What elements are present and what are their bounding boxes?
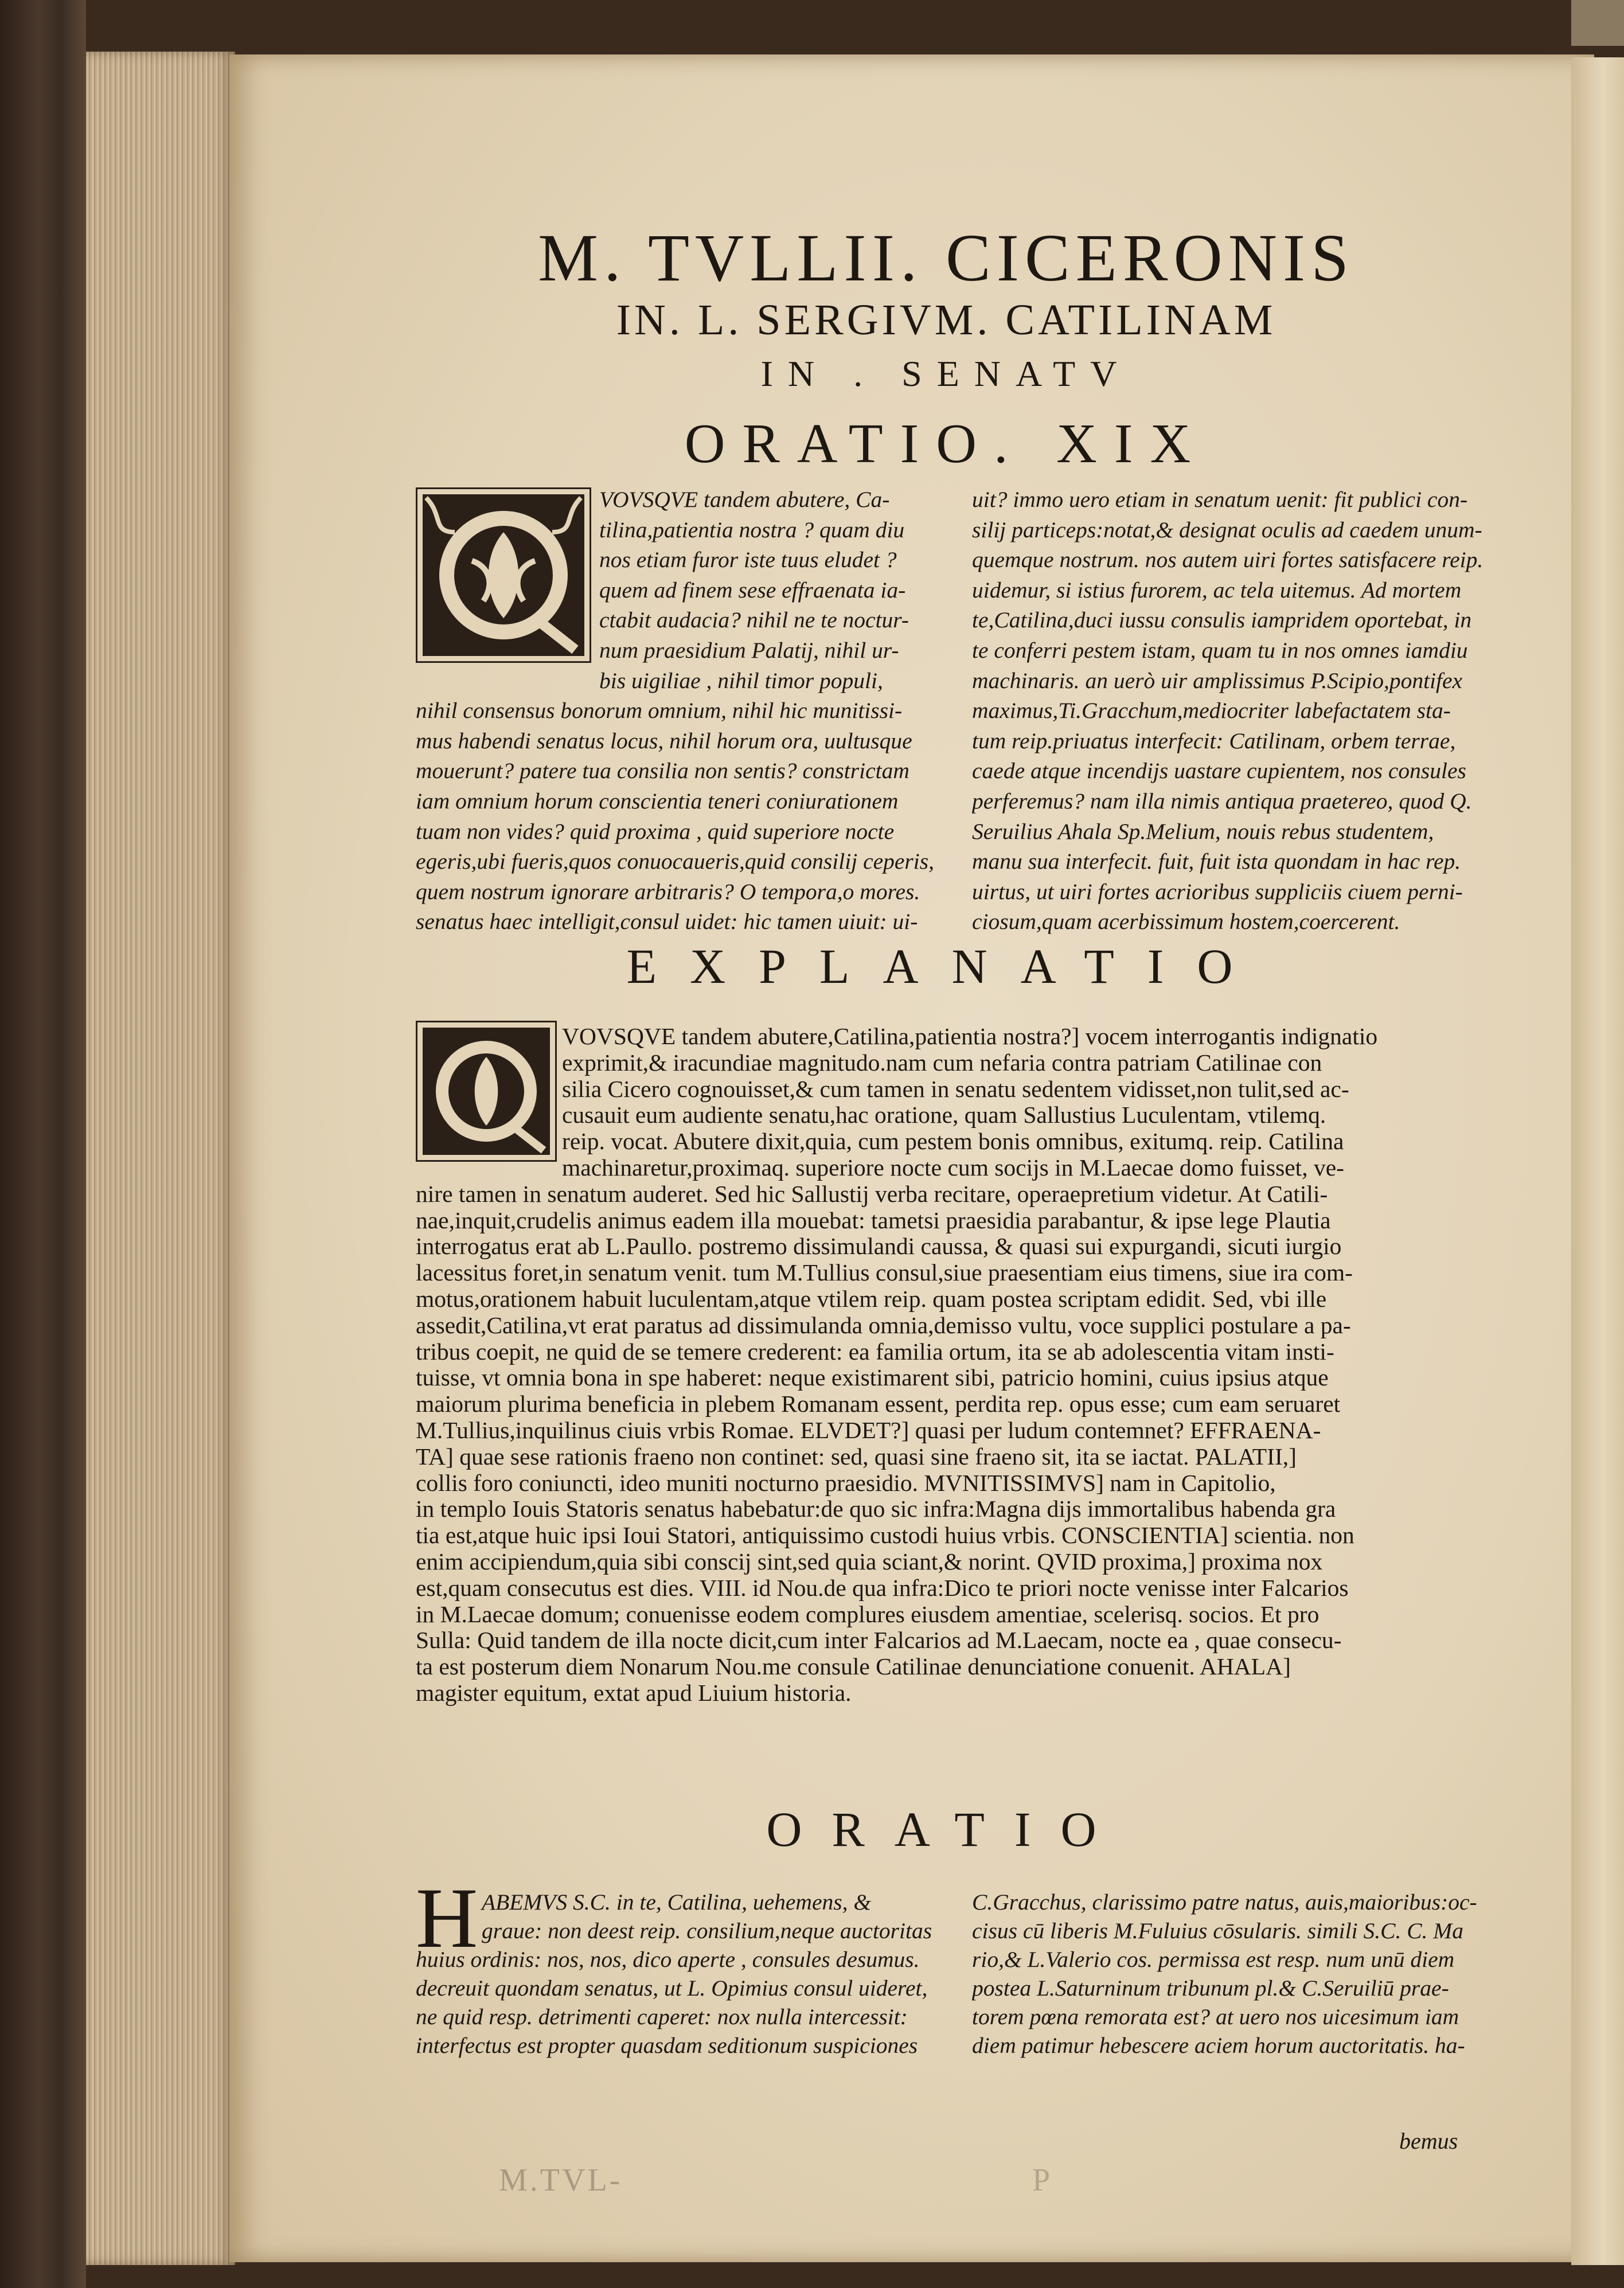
text-line: silia Cicero cognouisset,& cum tamen in senatu sedentem vidisset,non tulit,sed ac- <box>562 1076 1349 1102</box>
text-line: decreuit quondam senatus, ut L. Opimius consul uideret, <box>416 1975 928 2001</box>
explanatio-body <box>416 1024 1517 1707</box>
text-line: rio,& L.Valerio cos. permissa est resp. num unū diem <box>972 1947 1455 1972</box>
text-line: uirtus, ut uiri fortes acrioribus suppliciis ciuem perni- <box>972 879 1463 904</box>
text-line: ctabit audacia? nihil ne te noctur- <box>599 607 909 633</box>
text-line: nae,inquit,crudelis animus eadem illa mouebat: tametsi praesidia parabantur, & ipse lege Plautia <box>416 1207 1331 1233</box>
text-line: ABEMVS S.C. in te, Catilina, uehemens, & <box>482 1889 872 1915</box>
bleed-through-text: M.TVL- <box>499 2162 623 2198</box>
text-line: M.Tullius,inquilinus ciuis vrbis Romae. ELVDET?] quasi per ludum contemnet? EFFRAENA- <box>416 1417 1321 1443</box>
oratio-right-column <box>972 1888 1522 2060</box>
text-line: tilina,patientia nostra ? quam diu <box>599 517 905 542</box>
text-line: num praesidium Palatij, nihil ur- <box>599 637 899 663</box>
text-line: exprimit,& iracundiae magnitudo.nam cum nefaria contra patriam Catilinae con <box>562 1049 1322 1076</box>
text-line: maiorum plurima beneficia in plebem Romanam essent, perdita rep. opus esse; cum eam seruaret <box>416 1391 1341 1418</box>
title-oration-number: ORATIO. XIX <box>684 413 1208 475</box>
text-line: senatus haec intelligit,consul uidet: hic tamen uiuit: ui- <box>416 909 918 935</box>
text-line: perferemus? nam illa nimis antiqua praetereo, quod Q. <box>972 788 1472 814</box>
text-line: manu sua interfecit. fuit, fuit ista quondam in hac rep. <box>972 849 1461 874</box>
oratio-left-column <box>416 1888 955 2060</box>
text-line: te conferri pestem istam, quam tu in nos omnes iamdiu <box>972 637 1468 663</box>
text-line: VOVSQVE tandem abutere, Ca- <box>599 487 890 512</box>
text-line: egeris,ubi fueris,quos conuocaueris,quid consilij ceperis, <box>416 849 935 874</box>
text-line: machinaretur,proximaq. superiore nocte cum socijs in M.Laecae domo fuisset, ve- <box>562 1154 1344 1181</box>
text-line: TA] quae sese rationis fraeno non continet: sed, quasi sine fraeno sit, ita se iactat. PALATII,] <box>416 1443 1297 1470</box>
text-line: collis foro coniuncti, ideo muniti nocturno praesidio. MVNITISSIMVS] nam in Capitolio, <box>416 1470 1276 1496</box>
text-line: cusauit eum audiente senatu,hac oratione, quam Sallustius Luculentam, vtilemq. <box>562 1102 1326 1129</box>
text-line: lacessitus foret,in senatum venit. tum M.Tullius consul,siue praesentiam eius timens, siue ira com- <box>416 1260 1353 1286</box>
text-line: diem patimur hebescere aciem horum auctoritatis. ha- <box>972 2033 1465 2058</box>
catchword: bemus <box>1399 2128 1458 2154</box>
text-line: assedit,Catilina,vt erat paratus ad dissimulanda omnia,demisso vultu, voce supplici postulare a pa- <box>416 1312 1351 1338</box>
text-line: mus habendi senatus locus, nihil horum ora, uultusque <box>416 728 912 753</box>
text-line: postea L.Saturninum tribunum pl.& C.Seruiliū prae- <box>972 1975 1449 2001</box>
text-line: nihil consensus bonorum omnium, nihil hic munitissi- <box>416 698 903 724</box>
text-line: nire tamen in senatum auderet. Sed hic Sallustij verba recitare, operaepretium videtur. At Catili- <box>416 1181 1328 1207</box>
oration-left-column <box>416 485 955 937</box>
text-line: te,Catilina,duci iussu consulis iampridem oportebat, in <box>972 607 1472 633</box>
text-line: tia est,atque huic ipsi Ioui Statori, antiquissimo custodi huius vrbis. CONSCIENTIA] scientia. non <box>416 1522 1354 1549</box>
text-line: motus,orationem habuit luculentam,atque vtilem reip. quam postea scriptam edidit. Sed, vbi ille <box>416 1286 1327 1312</box>
text-line: tuisse, vt omnia bona in spe haberet: neque existimarent sibi, patricio homini, cuius ipsius atque <box>416 1365 1329 1391</box>
explanatio-heading: EXPLANATIO <box>626 939 1266 994</box>
text-line: graue: non deest reip. consilium,neque auctoritas <box>482 1918 932 1943</box>
text-line: machinaris. an uerò uir amplissimus P.Scipio,pontifex <box>972 667 1463 693</box>
text-line: interfectus est propter quasdam seditionum suspiciones <box>416 2033 918 2058</box>
text-line: ciosum,quam acerbissimum hostem,coercerent. <box>972 909 1400 935</box>
title-subject: IN. L. SERGIVM. CATILINAM <box>616 296 1276 344</box>
text-line: ne quid resp. detrimenti caperet: nox nulla intercessit: <box>416 2004 908 2029</box>
text-line: torem pœna remorata est? at uero nos uicesimum iam <box>972 2004 1459 2029</box>
text-line: uidemur, si istius furorem, ac tela uitemus. Ad mortem <box>972 577 1462 603</box>
bleed-through-text: P <box>1032 2162 1053 2198</box>
text-line: reip. vocat. Abutere dixit,quia, cum pestem bonis omnibus, exitumq. reip. Catilina <box>562 1129 1344 1155</box>
text-line: uit? immo uero etiam in senatum uenit: fit publici con- <box>972 487 1468 512</box>
text-line: VOVSQVE tandem abutere,Catilina,patientia nostra?] vocem interrogantis indignatio <box>562 1024 1378 1049</box>
title-author: M. TVLLII. CICERONIS <box>538 220 1354 295</box>
text-line: iam omnium horum conscientia teneri coniurationem <box>416 788 899 814</box>
title-place: IN . SENATV <box>760 353 1132 394</box>
text-line: maximus,Ti.Gracchum,mediocriter labefactatem sta- <box>972 698 1451 724</box>
text-line: huius ordinis: nos, nos, dico aperte , consules desumus. <box>416 1947 920 1972</box>
text-line: quemque nostrum. nos autem uiri fortes satisfacere reip. <box>972 547 1484 573</box>
text-line: ta est posterum diem Nonarum Nou.me consule Catilinae denunciatione conuenit. AHALA] <box>416 1654 1291 1680</box>
text-line: tribus coepit, ne quid de se temere crederent: ea familia ortum, ita se ab adolescentia vitam insti- <box>416 1338 1334 1365</box>
text-line: Seruilius Ahala Sp.Melium, nouis rebus studentem, <box>972 818 1434 844</box>
text-line: in templo Iouis Statoris senatus habebatur:de quo sic infra:Magna dijs immortalibus habenda gra <box>416 1496 1336 1522</box>
text-line: est,quam consecutus est dies. VIII. id Nou.de qua infra:Dico te priori nocte venisse inter Falcarios <box>416 1575 1349 1601</box>
text-line: silij particeps:notat,& designat oculis ad caedem unum- <box>972 517 1482 542</box>
text-line: tum reip.priuatus interfecit: Catilinam, orbem terrae, <box>972 728 1456 753</box>
text-line: interrogatus erat ab L.Paullo. postremo dissimulandi caussa, & quasi sui expurgandi, sicuti iurgio <box>416 1233 1342 1260</box>
text-line: caede atque incendijs uastare cupientem, nos consules <box>972 758 1466 784</box>
text-line: tuam non vides? quid proxima , quid superiore nocte <box>416 818 895 844</box>
text-line: Sulla: Quid tandem de illa nocte dicit,cum inter Falcarios ad M.Laecam, nocte ea , quae consecu- <box>416 1627 1342 1654</box>
text-line: enim accipiendum,quia sibi conscij sint,sed quia sciant,& norint. QVID proxima,] proxima nox <box>416 1548 1323 1575</box>
initial-h: H <box>416 1871 478 1966</box>
oration-right-column <box>972 485 1522 937</box>
text-line: mouerunt? patere tua consilia non sentis? constrictam <box>416 758 909 784</box>
text-line: quem ad finem sese effraenata ia- <box>599 577 906 603</box>
text-line: bis uigiliae , nihil timor populi, <box>599 667 883 693</box>
text-line: C.Gracchus, clarissimo patre natus, auis,maioribus:oc- <box>972 1889 1477 1915</box>
text-line: magister equitum, extat apud Liuium historia. <box>416 1680 852 1706</box>
text-line: nos etiam furor iste tuus eludet ? <box>599 547 897 573</box>
text-line: cisus cū liberis M.Fuluius cōsularis. simili S.C. C. Ma <box>972 1918 1463 1943</box>
text-line: quem nostrum ignorare arbitraris? O tempora,o mores. <box>416 879 920 904</box>
text-line: in M.Laecae domum; conuenisse eodem complures eiusdem amentiae, scelerisq. socios. Et pro <box>416 1601 1320 1627</box>
oratio-heading: ORATIO <box>766 1802 1126 1857</box>
